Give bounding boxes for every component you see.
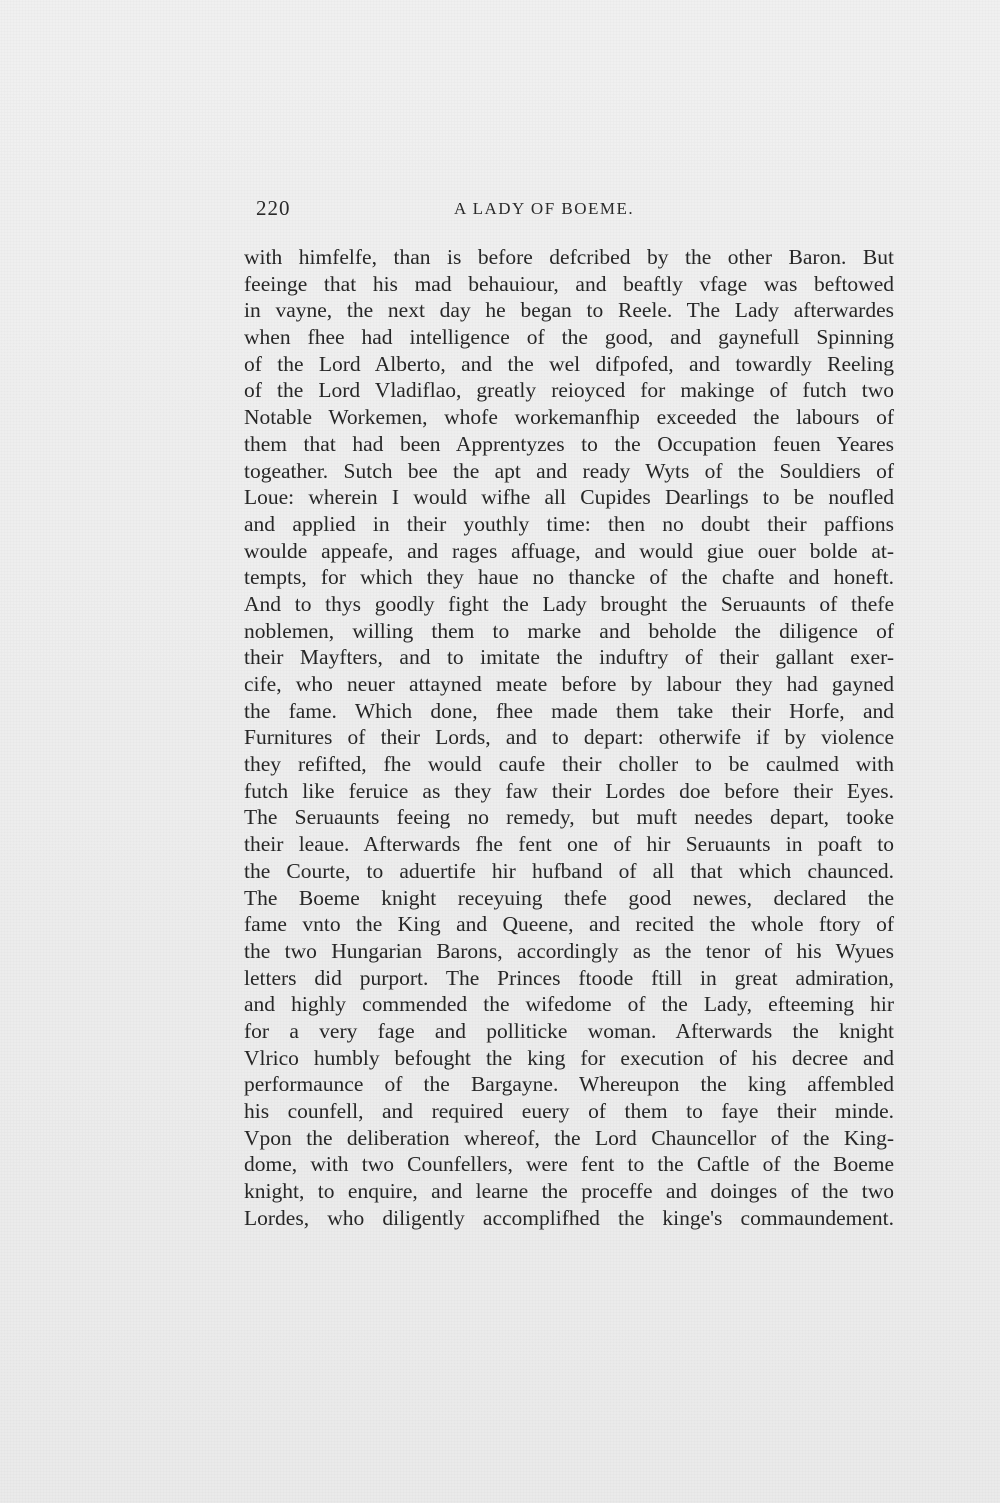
text-line: for a very fage and polliticke woman. Afterwards the knight	[244, 1018, 894, 1043]
text-line: performaunce of the Bargayne. Whereupon the king affembled	[244, 1072, 894, 1097]
text-line: in vayne, the next day he began to Reele. The Lady afterwardes	[244, 298, 894, 323]
text-line: futch like feruice as they faw their Lordes doe before their Eyes.	[244, 778, 894, 803]
text-line: letters did purport. The Princes ftoode ftill in great admiration,	[244, 965, 894, 990]
text-line: And to thys goodly fight the Lady brought the Seruaunts of thefe	[244, 591, 894, 616]
text-line: togeather. Sutch bee the apt and ready Wyts of the Souldiers of	[244, 458, 894, 483]
text-line: of the Lord Vladiflao, greatly reioyced for makinge of futch two	[244, 378, 894, 403]
text-line: the two Hungarian Barons, accordingly as the tenor of his Wyues	[244, 938, 894, 963]
text-line: fame vnto the King and Queene, and recited the whole ftory of	[244, 912, 894, 937]
text-line: and applied in their youthly time: then no doubt their paffions	[244, 511, 894, 536]
text-line: feeinge that his mad behauiour, and beaftly vfage was beftowed	[244, 271, 894, 296]
text-line: The Seruaunts feeing no remedy, but muft needes depart, tooke	[244, 805, 894, 830]
text-line: their leaue. Afterwards fhe fent one of hir Seruaunts in poaft to	[244, 832, 894, 857]
text-line: knight, to enquire, and learne the proceffe and doinges of the two	[244, 1179, 894, 1204]
text-line: Notable Workemen, whofe workemanfhip exceeded the labours of	[244, 405, 894, 430]
text-line: tempts, for which they haue no thancke of the chafte and honeft.	[244, 565, 894, 590]
text-line: cife, who neuer attayned meate before by labour they had gayned	[244, 672, 894, 696]
page-header	[256, 196, 896, 226]
text-line: their Mayfters, and to imitate the induftry of their gallant exer-	[244, 645, 894, 670]
text-line: they refifted, fhe would caufe their choller to be caulmed with	[244, 752, 894, 777]
page-number: 220	[256, 196, 291, 220]
body-text	[244, 244, 894, 1231]
text-line: The Boeme knight receyuing thefe good newes, declared the	[244, 885, 894, 910]
text-line: his counfell, and required euery of them to faye their minde.	[244, 1099, 894, 1123]
text-line: of the Lord Alberto, and the wel difpofed, and towardly Reeling	[244, 351, 894, 376]
text-line: woulde appeafe, and rages affuage, and would giue ouer bolde at-	[244, 538, 894, 563]
running-head: A LADY OF BOEME.	[454, 199, 635, 218]
text-line: them that had been Apprentyzes to the Occupation feuen Yeares	[244, 431, 894, 456]
text-line: with himfelfe, than is before defcribed by the other Baron. But	[244, 245, 894, 269]
text-line: Lordes, who diligently accomplifhed the kinge's commaundement.	[244, 1205, 894, 1230]
text-line: noblemen, willing them to marke and beholde the diligence of	[244, 618, 894, 643]
text-line: when fhee had intelligence of the good, and gaynefull Spinning	[244, 325, 894, 350]
text-line: Vlrico humbly befought the king for execution of his decree and	[244, 1045, 894, 1070]
text-line: Vpon the deliberation whereof, the Lord Chauncellor of the King-	[244, 1125, 894, 1150]
text-line: Loue: wherein I would wifhe all Cupides Dearlings to be noufled	[244, 485, 894, 510]
text-line: dome, with two Counfellers, were fent to the Caftle of the Boeme	[244, 1152, 894, 1177]
text-line: the fame. Which done, fhee made them take their Horfe, and	[244, 698, 894, 723]
text-line: the Courte, to aduertife hir hufband of all that which chaunced.	[244, 858, 894, 883]
text-line: Furnitures of their Lords, and to depart: otherwife if by violence	[244, 725, 894, 750]
text-line: and highly commended the wifedome of the Lady, efteeming hir	[244, 992, 894, 1017]
